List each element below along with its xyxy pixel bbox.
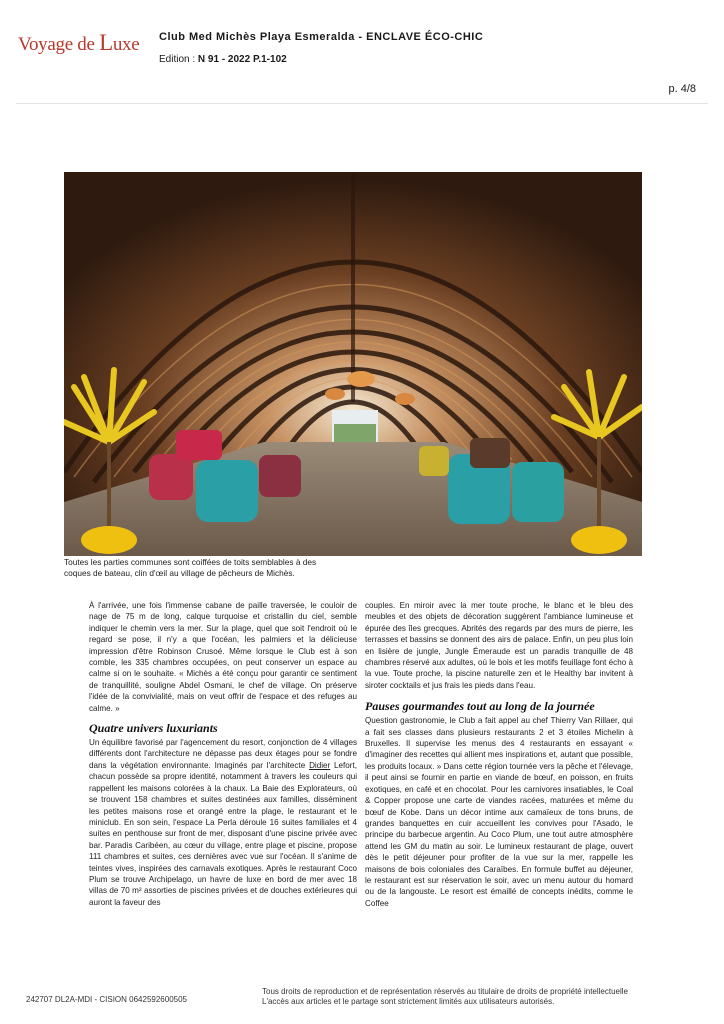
page-number: p. 4/8 [668, 83, 696, 95]
article-column-left [89, 600, 357, 908]
article-column-right [365, 600, 633, 909]
photo-caption: Toutes les parties communes sont coiffées de toits semblables à des coques de bateau, clin d'œil au village de pêcheurs de Michès. [64, 557, 317, 578]
article-photo [64, 172, 642, 556]
subheading-quatre-univers: Quatre univers luxuriants [89, 721, 218, 736]
footer-rights: Tous droits de reproduction et de représentation réservés au titulaire de droits de propriété intellectuelle L'accès aux articles et le partage sont strictement limités aux utilisateurs autorisés. [262, 987, 628, 1006]
subheading-pauses-gourmandes: Pauses gourmandes tout au long de la journée [365, 699, 595, 714]
article-title: Club Med Michès Playa Esmeralda - ENCLAVE ÉCO-CHIC [159, 31, 484, 43]
edition-info: Edition : N 91 - 2022 P.1-102 [159, 54, 287, 65]
paragraph-couples: couples. En miroir avec la mer toute proche, le blanc et le bleu des meubles et des objets de décoration suggèrent l'ambiance lumineuse et épurée des îles grecques. Abrités des regards par des murs de pierre, les terrasses et bassins se donnent des airs de palace. Enfin, un peu plus loin en lisière de jungle, Jungle Émeraude est un paradis tranquille de 48 chambres réservé aux adultes, où le bois et les motifs feuillage font écho à la vue. Toute proche, la piscine naturelle zen et le Healthy bar invitent à siroter cocktails et jus frais les pieds dans l'eau. [365, 601, 633, 690]
publication-logo: Voyage de Luxe [18, 30, 140, 55]
architect-name-link[interactable]: Didier [309, 760, 331, 770]
paragraph-intro: À l'arrivée, une fois l'immense cabane de paille traversée, le couloir de nage de 75 m de long, calque turquoise et cristallin du ciel, semble indiquer le chemin vers la mer. Sur la plage, quel que soit l'endroit où le regard se pose, il n'y a que l'océan, les palmiers et la délicieuse impression d'être Robinson Crusoé. Même lorsque le Club est à son comble, les 335 chambres occupées, on peut conserver un espace au calme si on le souhaite. « Michès a été conçu pour garantir ce sentiment de tranquillité, souligne Abdel Osmani, le chef de village. On préserve l'idée de la convivialité, mais on veut offrir de l'espace et des refuges au calme. » [89, 601, 357, 713]
header-divider [16, 103, 708, 104]
footer-doc-id: 242707 DL2A-MDI - CISION 0642592600505 [26, 995, 187, 1004]
thatched-pavilion-image [64, 172, 642, 556]
paragraph-gastronomie: Question gastronomie, le Club a fait appel au chef Thierry Van Rillaer, qui a fait ses classes dans plusieurs restaurants 2 et 3 étoiles Michelin à Bruxelles. Il supervise les menus des 4 restaurants en essayant « d'imaginer des recettes qui allient mes inspirations et, autant que possible, les produits locaux. » Dans cette région tournée vers la pêche et l'élevage, il peut ainsi se fournir en partie en viande de bœuf, en poisson, en fruits exotiques, en café et en chocolat. Pour les carnivores insatiables, le Coal & Copper propose une carte de viandes racées, maturées et même du bœuf de Kobe. Dans un décor intime aux camaïeux de tons bruns, de grandes banquettes en cuir accueillent les convives pour l'Asado, le principe du barbecue argentin. Au Coco Plum, une tout autre atmosphère attend les GM du matin au soir. Le lumineux restaurant de plage, ouvert dès le petit déjeuner pour profiter de la vue sur la mer, rappelle les maisons de bois coloniales des Caraïbes. En formule buffet au déjeuner, le restaurant est sur réservation le soir, avec un menu autour du homard ou de la langouste. Le resort est émaillé de concepts inédits, comme le Coffee [365, 716, 633, 908]
paragraph-univers: Un équilibre favorisé par l'agencement du resort, conjonction de 4 villages différents dont l'architecture ne dépasse pas deux étages pour se fondre dans la végétation environnante. Imaginés par l'architecte Didier Lefort, chacun possède sa propre identité, notamment à travers les couleurs qui rappellent les maisons colorées à la chaux. La Baie des Explorateurs, où se trouvent 158 chambres et suites destinées aux familles, disséminent les petites maisons rose et orangé entre la plage, le restaurant et le miniclub. En son sein, l'espace La Perla déroule 16 suites familiales et 4 suites en penthouse sur front de mer, disposant d'une piscine privée avec bar. Paradis Caribéen, au cœur du village, entre plage et piscine, propose 111 chambres et suites, ces dernières avec vue sur l'océan. Il s'anime de teintes vives, inspirées des carnavals exotiques. Après le restaurant Coco Plum se trouve Archipelago, un havre de luxe en bord de mer avec 18 villas de 70 m² assorties de piscines privées et de douches extérieures qui auront la faveur des [89, 738, 357, 907]
